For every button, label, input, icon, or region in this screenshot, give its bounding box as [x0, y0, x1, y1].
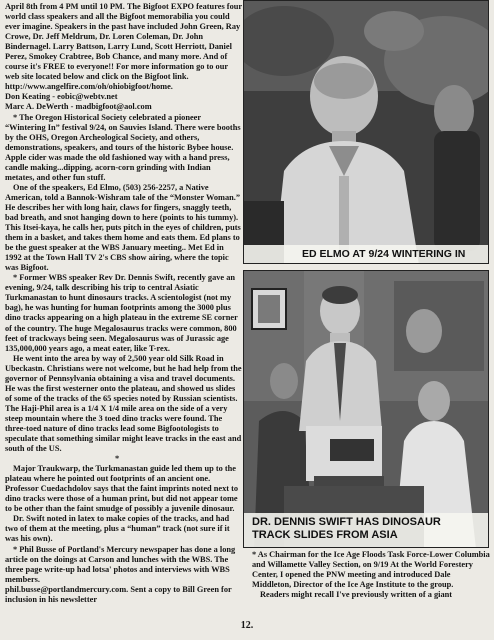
left-text-column — [5, 2, 242, 614]
paragraph-wintering-in: * The Oregon Historical Society celebrated a pioneer “Wintering In” festival 9/24, on Sauvies Island. There were booths by the OHS, Oregon Archeological Society, and others, demonstrations, speakers, and tours of the historic Bybee house. Apple cider was made the old fashioned way with a hand press, candle making...dipping, acorn-corn grinding with Indian metates, and other fun stuff. — [5, 112, 241, 182]
right-text-block — [252, 550, 490, 600]
section-separator: * — [115, 454, 120, 464]
paragraph-silk-road: He went into the area by way of 2,500 year old Silk Road in Ubeckastn. Christians were not welcome, but he had help from the governor of Pennsylvania obtaining a visa and travel documents. He was the first westerner onto the plateau, and showed us slides of some of the tracks of the 65 species noted by Russian scientists. The Haji-Phil area is a 1/4 X 1/4 mile area on the side of a very steep mountain where the 3 toed dino tracks were found. The three-toed nature of dino tracks lead some Bigfootologists to speculate that something similar might leave tracks in the east and south of the US. — [5, 353, 242, 454]
dennis-swift-photo-image — [244, 271, 489, 548]
paragraph-ed-elmo: One of the speakers, Ed Elmo, (503) 256-2257, a Native American, told a Bannok-Wishram tale of the “Monster Woman.” He describes her with long hair, claws for fingers, snaggly teeth, bad breath, and snot hanging down to here (points to his tummy). This Itsei-kaya, he calls her, puts pitch in the eyes of children, puts them in a basket, and takes them home and eats them. Ed plans to be the guest speaker at the WBS January meeting.. Met Ed in 1992 at the Town Hall TV 2's CBS show airing, where the topic was Bigfoot. — [5, 182, 241, 273]
right-photo-column — [243, 0, 489, 612]
photo-dennis-swift — [243, 270, 489, 548]
paragraph-latex-copies: Dr. Swift noted in latex to make copies of the tracks, and had two of them at the meeting, plus a “human” track (not sure if it was his own). — [5, 514, 230, 544]
contact-marc-dewerth: Marc A. DeWerth - madbigfoot@aol.com — [5, 102, 152, 112]
email-phil-busse: phil.busse@portlandmercury.com. Sent a copy to Bill Green for inclusion in his newsletter — [5, 584, 232, 604]
photo-caption-dennis-swift: DR. DENNIS SWIFT HAS DINOSAUR TRACK SLIDES FROM ASIA — [244, 513, 488, 547]
paragraph-dennis-swift: * Former WBS speaker Rev Dr. Dennis Swift, recently gave an evening, 9/24, talk describing his trip to central Asiatic Turkmanastan to hunt dinosaurs tracks. A scientologist (not my bag), he was hunting for human footprints among the 3000 plus dino tracks appearing on a high plateau in the extreme SE corner of the country. The huge Megalosaurus tracks were common, 800 feet of trackways being seen. Megalosaurus was of Jurassic age 135,000,000 years ago, a meat eater, like T-rex. — [5, 273, 238, 353]
paragraph-ice-age-floods: * As Chairman for the Ice Age Floods Task Force-Lower Columbia and Willamette Valley Section, on 9/19 At the World Forestery Center, I opened the PNW meeting and introduced Dale Middleton, Director of the Ice Age Institute to the group. — [252, 550, 490, 590]
paragraph-major-traukwarp: Major Traukwarp, the Turkmanastan guide led them up to the plateau where he pointed out footprints of an ancient one. Professor Cuedachdolov says that the faint imprints noted next to dino tracks were those of a human print, but did not appear tome to be other than the faint smudge of possibly a juvenile dinosaur. — [5, 464, 239, 514]
paragraph-bigfoot-expo: April 8th from 4 PM until 10 PM. The Bigfoot EXPO features four world class speakers and all the Bigfoot memorabilia you could ever imagine. Speakers in the past have included John Green, Ray Crowe, Dr. Jeff Meldrum, Dr. Loren Coleman, Dr. John Bindernagel. Larry Battson, Larry Lund, Scott Herriott, Daniel Perez, Smokey Crabtree, Bob Chance, and many more. And of course it's FREE to everyone!! For more information go to our web site located below and click on the Bigfoot link. — [5, 2, 242, 82]
paragraph-readers-recall: Readers might recall I've previously written of a giant — [260, 590, 453, 600]
website-link[interactable]: http://www.angelfire.com/oh/ohiobigfoot/home. — [5, 82, 173, 92]
paragraph-phil-busse: * Phil Busse of Portland's Mercury newspaper has done a long article on the doings at Carson and lunches with the WBS. The three page write-up had lotsa' photos and interviews with WBS members. — [5, 544, 236, 584]
photo-ed-elmo — [243, 0, 489, 264]
photo-caption-ed-elmo: ED ELMO AT 9/24 WINTERING IN — [244, 245, 488, 263]
page-number: 12. — [240, 620, 254, 631]
contact-don-keating: Don Keating - eobic@webtv.net — [5, 92, 118, 102]
ed-elmo-photo-image — [244, 1, 489, 264]
